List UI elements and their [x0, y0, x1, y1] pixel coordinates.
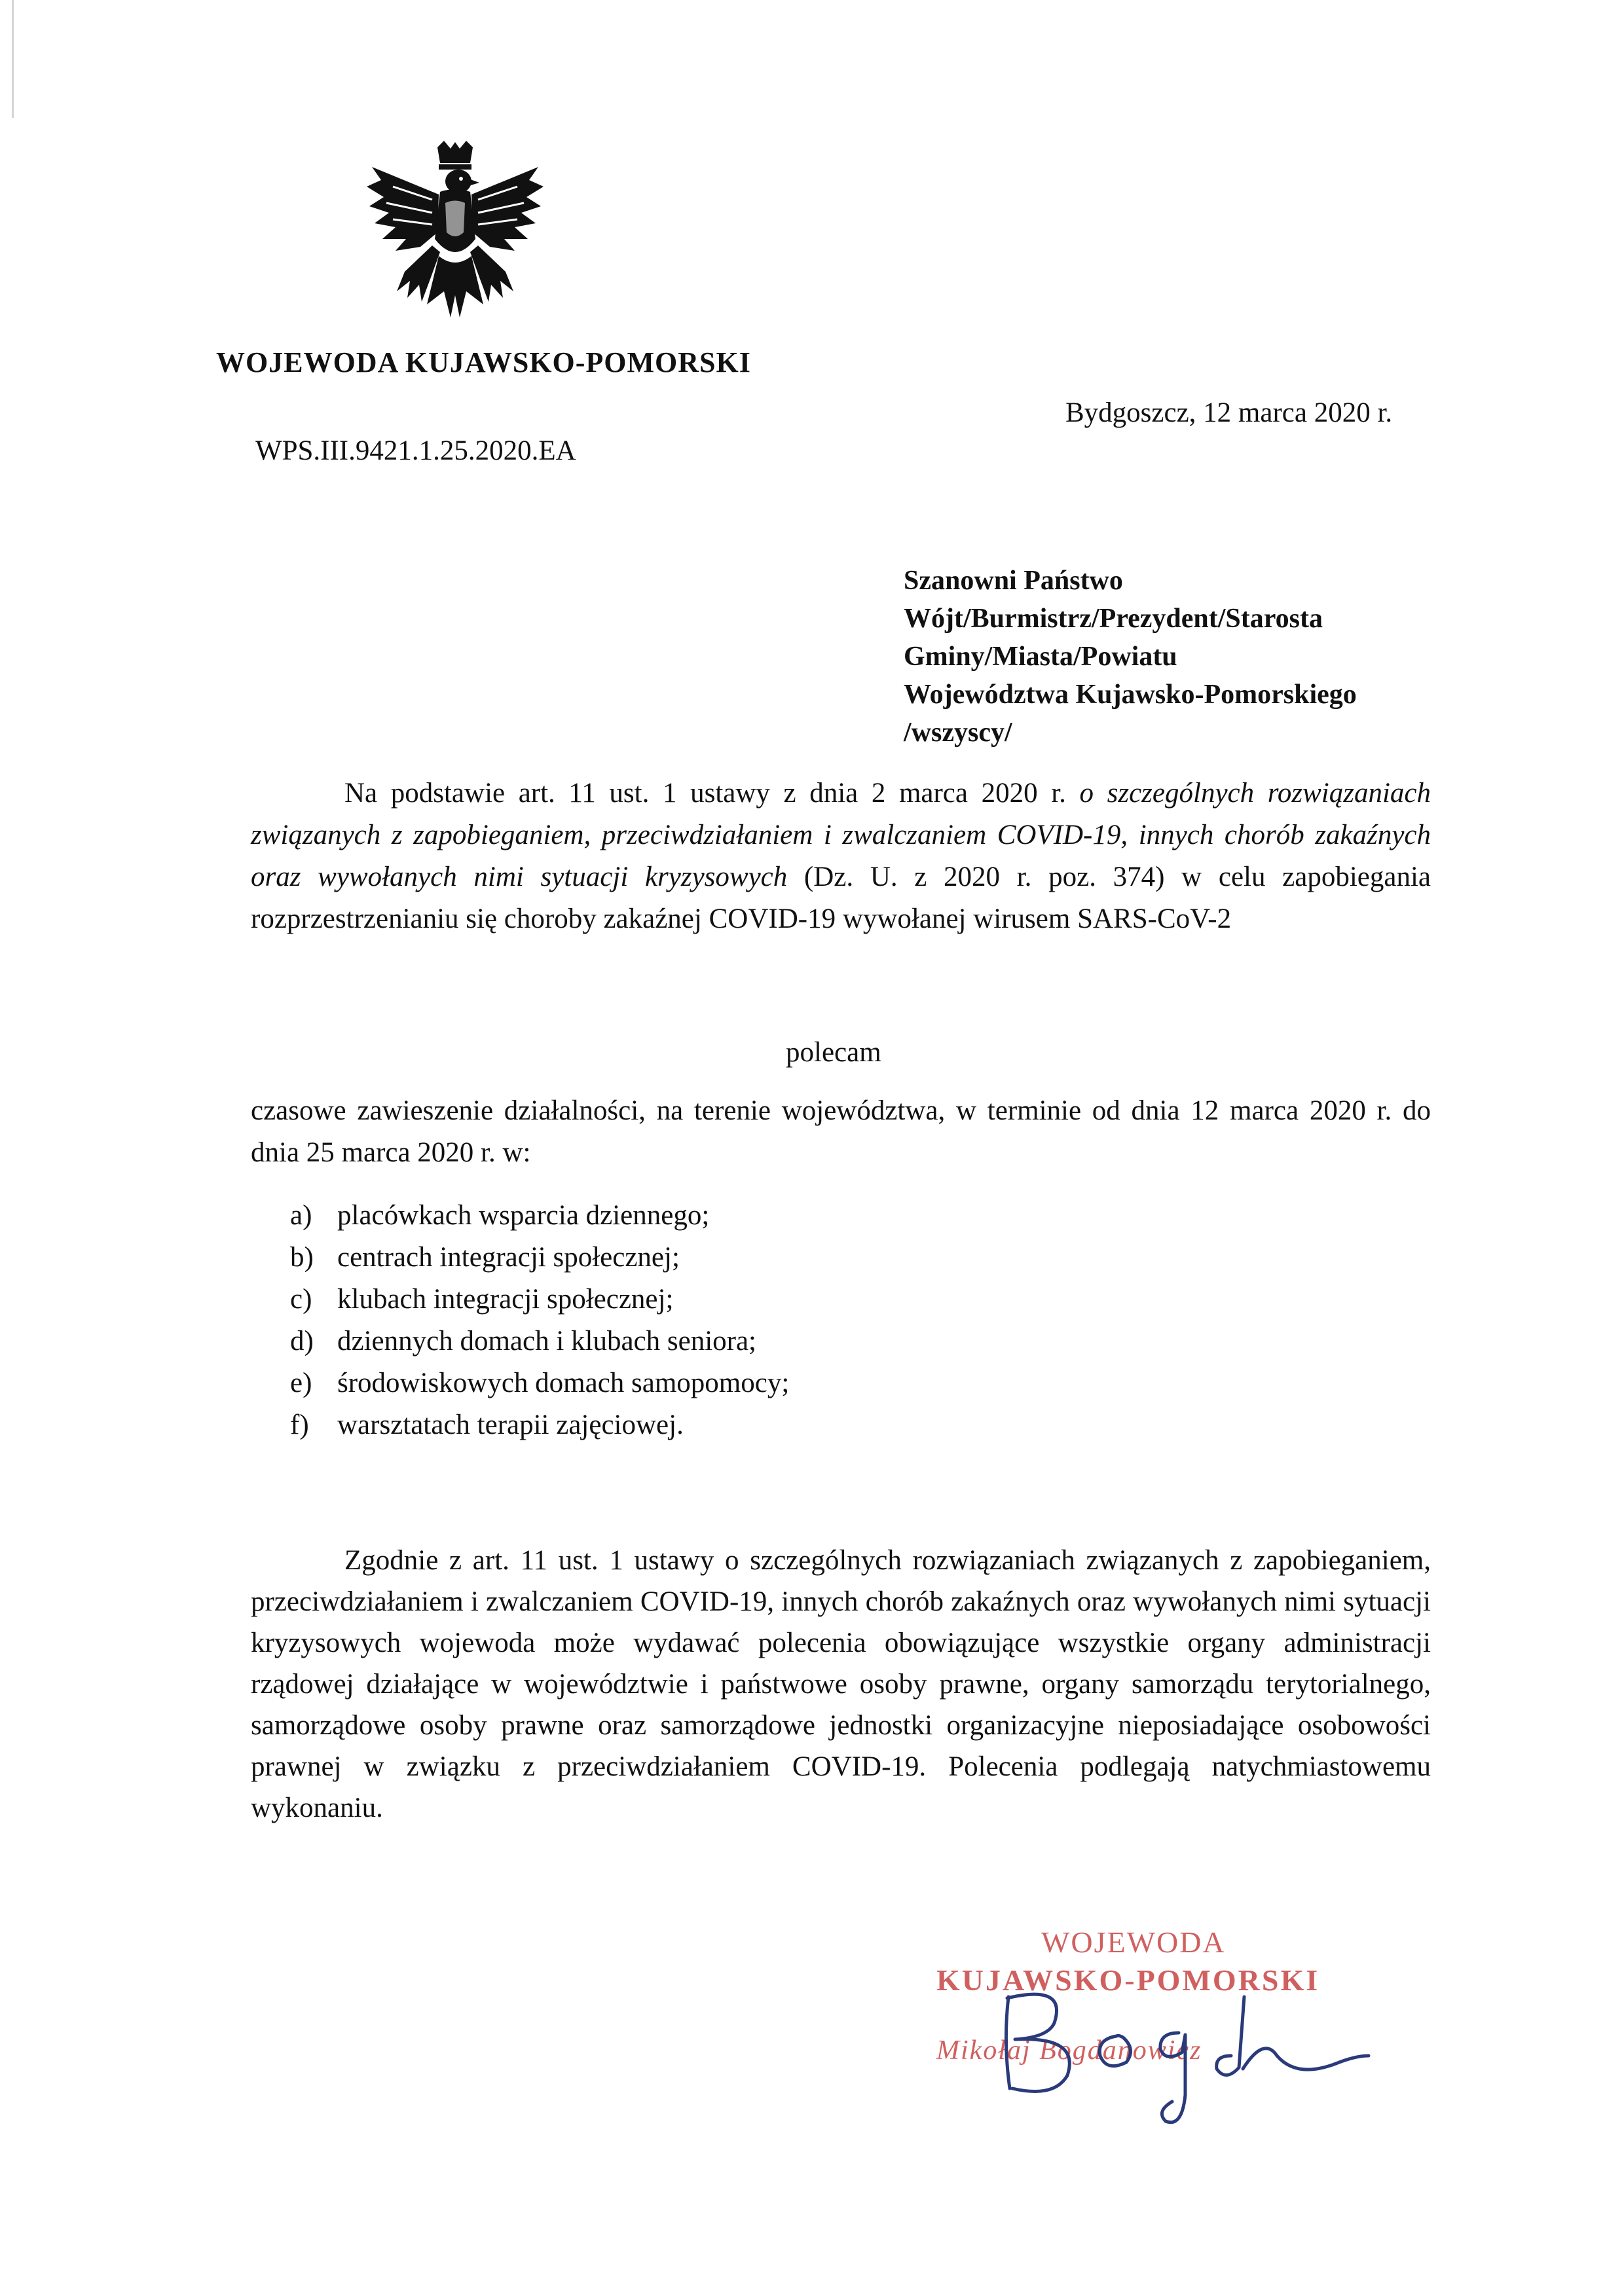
directive-paragraph: czasowe zawieszenie działalności, na terenie województwa, w terminie od dnia 12 marca 2020 r. do dnia 25 marca 2020 r. w: [251, 1095, 1431, 1168]
act-title: o szczególnych rozwiązaniach związanych z zapobieganiem, przeciwdziałaniem i zwalczaniem COVID-19, innych chorób zakaźnych oraz wywołanych nimi sytuacji kryzysowych [251, 778, 1431, 892]
address-line: Województwa Kujawsko-Pomorskiego [904, 680, 1357, 710]
scan-edge [12, 0, 14, 118]
list-letter: b) [290, 1242, 314, 1273]
closing-paragraph: Zgodnie z art. 11 ust. 1 ustawy o szczególnych rozwiązaniach związanych z zapobieganiem, przeciwdziałaniem i zwalczaniem COVID-19, innych chorób zakaźnych oraz wywołanych nimi sytuacji kryzysowych wojewoda może wydawać polecenia obowiązujące wszystkie organy administracji rządowej działające w województwie i państwowe osoby prawne, organy samorządu terytorialnego, samorządowe osoby prawne oraz samorządowe jednostki organizacyjne nieposiadające osobowości prawnej w związku z przeciwdziałaniem COVID-19. Polecenia podlegają natychmiastowemu wykonaniu. [251, 1545, 1431, 1823]
list-text: warsztatach terapii zajęciowej. [337, 1410, 684, 1440]
facility-list [290, 1195, 789, 1446]
polish-eagle-emblem-icon [367, 141, 544, 331]
address-line: Szanowni Państwo [904, 566, 1123, 596]
list-text: placówkach wsparcia dziennego; [337, 1200, 710, 1231]
addressee-block [904, 562, 1357, 752]
issuer-title: WOJEWODA KUJAWSKO-POMORSKI [216, 346, 751, 378]
list-text: dziennych domach i klubach seniora; [337, 1326, 757, 1357]
stamp-title: WOJEWODA [1041, 1925, 1226, 1959]
list-item [290, 1195, 789, 1237]
stamp-name: Mikołaj Bogdanowicz [936, 2035, 1202, 2066]
list-item [290, 1321, 789, 1362]
list-letter: d) [290, 1326, 314, 1357]
address-line: Gminy/Miasta/Powiatu [904, 642, 1177, 672]
address-line: Wójt/Burmistrz/Prezydent/Starosta [904, 604, 1323, 634]
place-and-date: Bydgoszcz, 12 marca 2020 r. [1065, 397, 1393, 428]
list-letter: c) [290, 1284, 312, 1315]
directive-verb: polecam [786, 1037, 881, 1068]
list-letter: e) [290, 1368, 312, 1398]
list-letter: a) [290, 1200, 312, 1231]
intro-text-cont: (Dz. U. z 2020 r. poz. 374) w celu zapobiegania rozprzestrzenianiu się choroby zakaźnej COVID-19 wywołanej wirusem SARS-CoV-2 [251, 862, 1431, 934]
list-item [290, 1237, 789, 1279]
list-letter: f) [290, 1410, 309, 1440]
reference-number: WPS.III.9421.1.25.2020.EA [255, 435, 576, 466]
intro-paragraph [251, 773, 1431, 940]
handwritten-signature [969, 1958, 1375, 2154]
list-item [290, 1279, 789, 1321]
list-text: centrach integracji społecznej; [337, 1242, 680, 1273]
intro-text: Na podstawie art. 11 ust. 1 ustawy z dnia 2 marca 2020 r. [344, 778, 1080, 809]
list-text: klubach integracji społecznej; [337, 1284, 674, 1315]
list-item [290, 1404, 789, 1446]
address-line: /wszyscy/ [904, 718, 1012, 748]
stamp-region: KUJAWSKO-POMORSKI [936, 1963, 1320, 1997]
list-text: środowiskowych domach samopomocy; [337, 1368, 790, 1398]
list-item [290, 1362, 789, 1404]
